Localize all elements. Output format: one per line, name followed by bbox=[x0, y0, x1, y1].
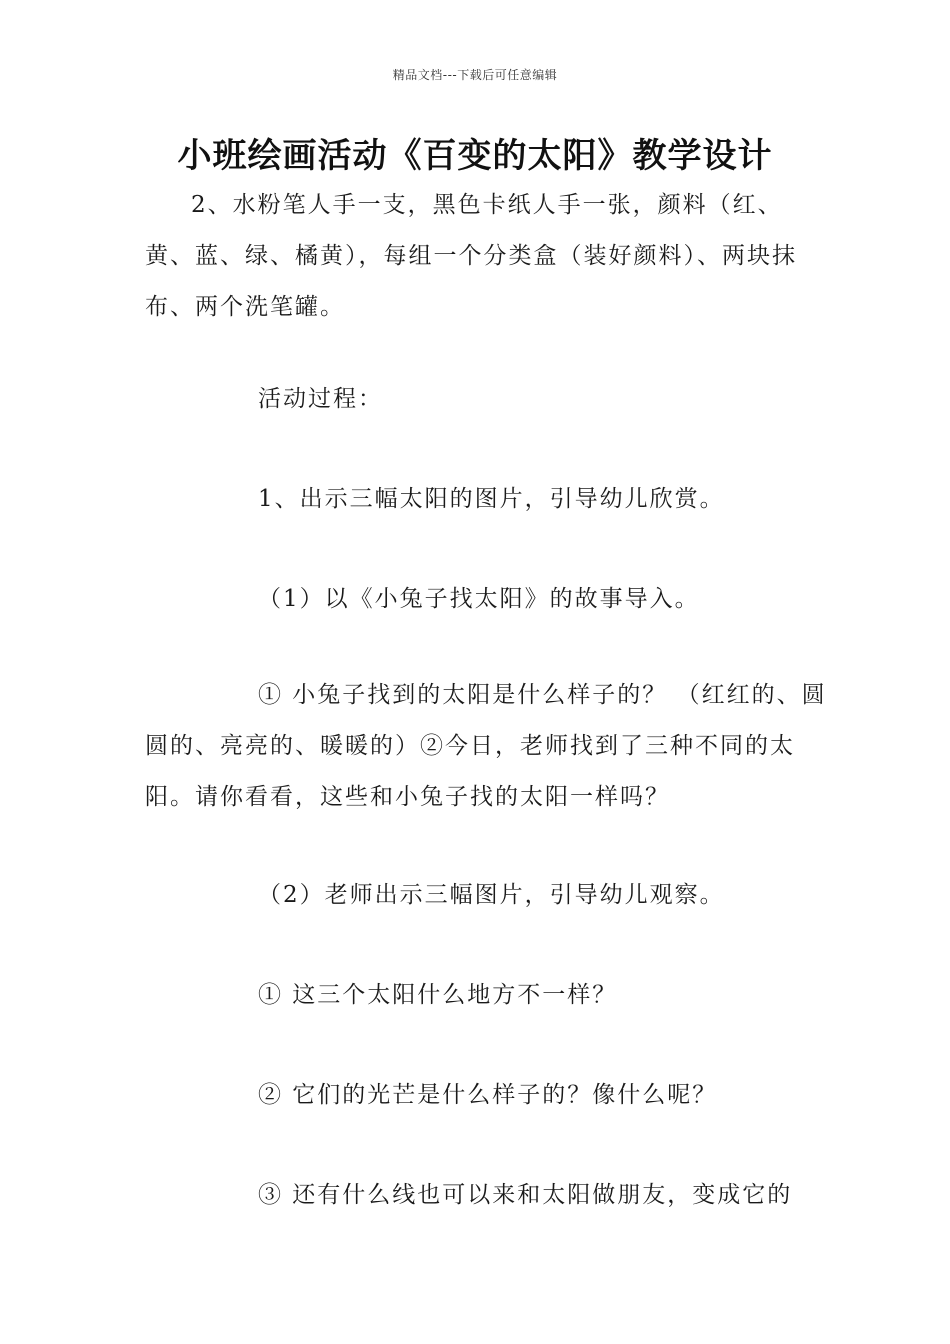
question-c-paragraph: ③ 还有什么线也可以来和太阳做朋友，变成它的 bbox=[258, 1182, 793, 1208]
step-1-paragraph: 1、出示三幅太阳的图片，引导幼儿欣赏。 bbox=[258, 486, 725, 512]
process-heading: 活动过程： bbox=[258, 386, 383, 412]
question-1-paragraph: ① 小兔子找到的太阳是什么样子的？ （红红的、圆圆的、亮亮的、暖暖的）②今日，老师找到了三种不同的太阳。请你看看，这些和小兔子找的太阳一样吗？ bbox=[145, 682, 827, 810]
document-title: 小班绘画活动《百变的太阳》教学设计 bbox=[177, 136, 773, 176]
substep-2-paragraph: （2）老师出示三幅图片，引导幼儿观察。 bbox=[258, 882, 725, 908]
substep-1-paragraph: （1）以《小兔子找太阳》的故事导入。 bbox=[258, 586, 700, 612]
materials-paragraph: 2、水粉笔人手一支，黑色卡纸人手一张，颜料（红、黄、蓝、绿、橘黄），每组一个分类盒（装好颜料）、两块抹布、两个洗笔罐。 bbox=[145, 192, 797, 320]
page-header-watermark: 精品文档---下载后可任意编辑 bbox=[392, 68, 558, 82]
question-b-paragraph: ② 它们的光芒是什么样子的？像什么呢？ bbox=[258, 1082, 718, 1108]
question-a-paragraph: ① 这三个太阳什么地方不一样？ bbox=[258, 982, 618, 1008]
